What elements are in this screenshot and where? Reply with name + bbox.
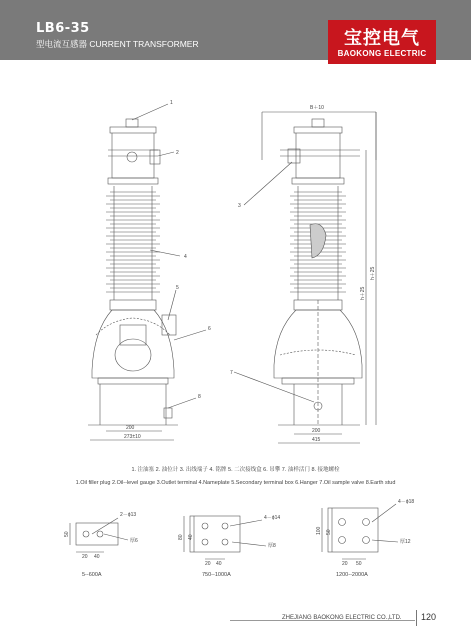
dim-d200-left: 200 xyxy=(126,425,135,431)
part-number-3: 3 xyxy=(238,203,241,209)
part-number-8: 8 xyxy=(198,394,201,400)
part-number-6: 6 xyxy=(208,326,211,332)
dim-h25-inner: h＋25 xyxy=(360,286,366,300)
terminal-3-hole: 4－ϕ18 xyxy=(398,499,415,505)
page-number: 120 xyxy=(421,612,437,622)
terminal-1-caption: 5--600A xyxy=(82,572,102,578)
terminal-3-thick: 厚12 xyxy=(400,539,411,545)
part-number-5: 5 xyxy=(176,285,179,291)
part-number-7: 7 xyxy=(230,370,233,376)
logo-en: BAOKONG ELECTRIC xyxy=(337,49,427,58)
logo-cn: 宝控电气 xyxy=(344,28,420,49)
terminal-2-dh: 40 xyxy=(188,534,194,540)
terminal-1-dh: 50 xyxy=(64,531,70,537)
terminal-3-dh2: 100 xyxy=(316,526,322,535)
terminal-1-thick: 厚6 xyxy=(130,538,138,544)
part-number-2: 2 xyxy=(176,150,179,156)
dim-d200-right: 200 xyxy=(312,428,321,434)
terminal-3-d2: 50 xyxy=(356,561,362,567)
product-subtitle: 型电流互感器 CURRENT TRANSFORMER xyxy=(36,39,199,49)
terminal-2-thick: 厚8 xyxy=(268,543,276,549)
terminal-2-d2: 40 xyxy=(216,561,222,567)
terminal-2-dh2: 80 xyxy=(178,534,184,540)
part-number-1: 1 xyxy=(170,100,173,106)
terminal-1-hole: 2－ϕ13 xyxy=(120,512,137,518)
terminal-1-d1: 20 xyxy=(82,554,88,560)
dim-d415: 415 xyxy=(312,437,321,443)
model-title: LB6-35 xyxy=(36,21,90,36)
terminal-3-caption: 1200--2000A xyxy=(336,572,368,578)
part-number-4: 4 xyxy=(184,254,187,260)
terminal-3-d1: 20 xyxy=(342,561,348,567)
terminal-3-dh: 50 xyxy=(326,529,332,535)
dim-d273: 273±10 xyxy=(124,434,141,440)
footer-company: ZHEJIANG BAOKONG ELECTRIC CO.,LTD. xyxy=(282,615,402,621)
terminal-2-hole: 4－ϕ14 xyxy=(264,515,281,521)
terminal-1-d2: 40 xyxy=(94,554,100,560)
parts-legend-cn: 1. 注油塞 2. 油位计 3. 出线端子 4. 铭牌 5. 二次接线盒 6. 吊攀 7. 油样活门 8. 接地螺栓 xyxy=(131,467,340,473)
dim-h25-outer: h＋25 xyxy=(370,266,376,280)
dim-b10: B＋10 xyxy=(310,105,324,111)
terminal-2-caption: 750--1000A xyxy=(202,572,231,578)
terminal-2-d1: 20 xyxy=(205,561,211,567)
parts-legend-en: 1.Oil filler plug 2.Oil--level gauge 3.Outlet terminal 4.Nameplate 5.Secondary terminal box 6.Hanger 7.Oil sample valve 8.Earth stud xyxy=(75,480,396,486)
